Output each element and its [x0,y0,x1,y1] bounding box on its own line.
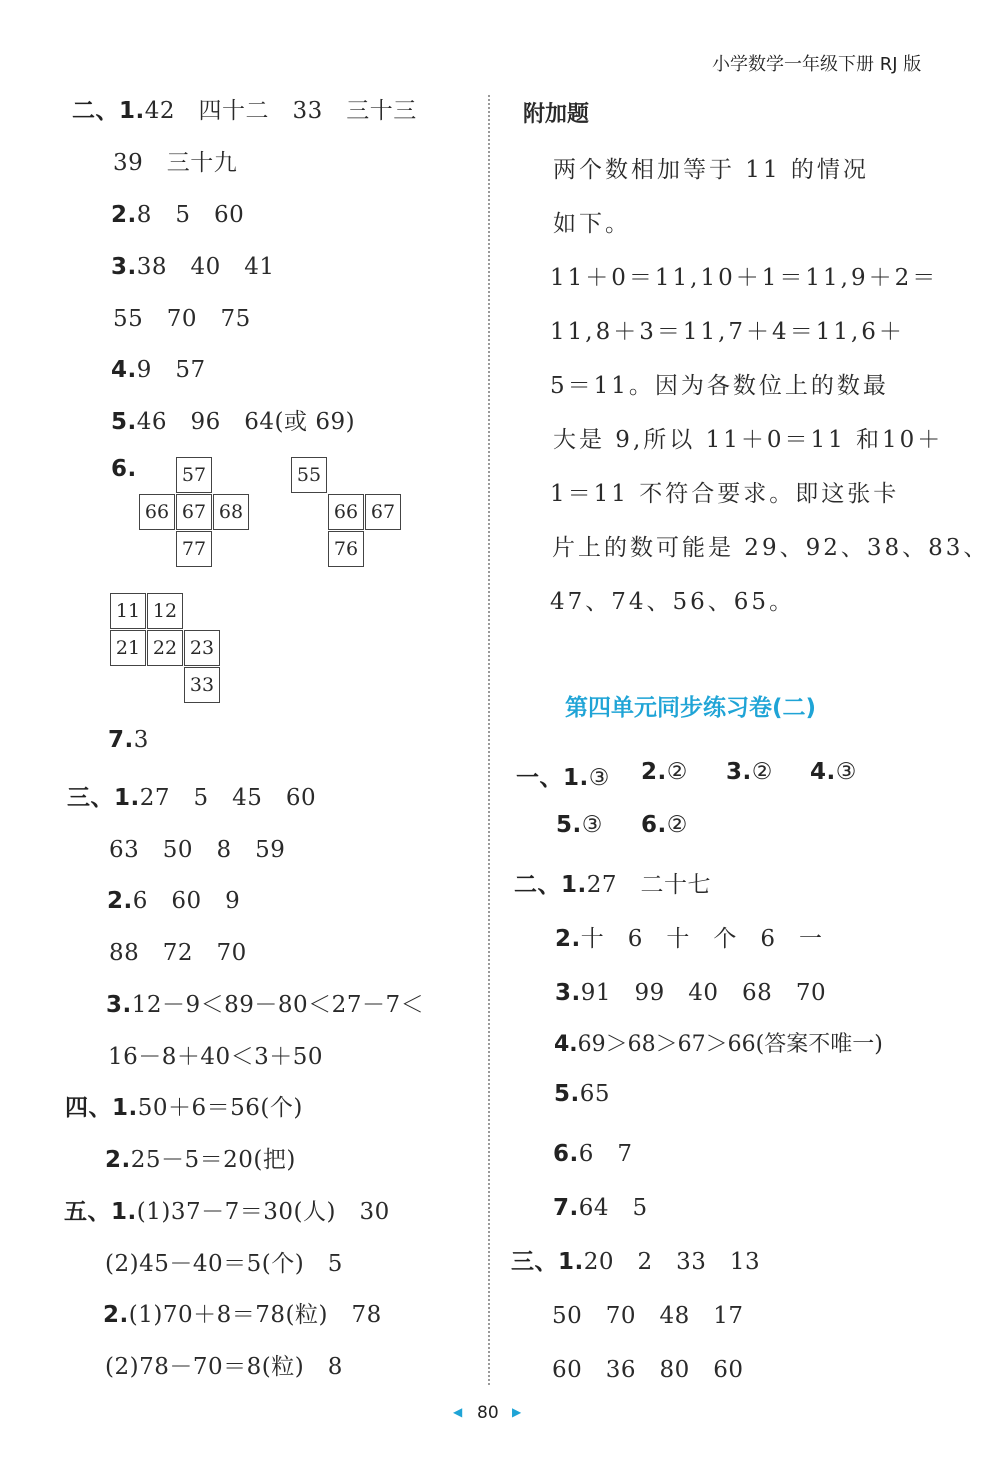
extra-line: 1＝11 不符合要求。即这张卡 [550,481,900,507]
grid-cell: 12 [147,593,183,629]
extra-line: 11＋0＝11,10＋1＝11,9＋2＝ [550,265,939,291]
s3-line2: 2.6 60 9 [107,888,241,914]
p2-line5: 5.65 [554,1081,611,1107]
p3-line1: 三、1.20 2 33 13 [511,1249,761,1275]
column-divider [488,95,490,1385]
s2-line4: 4.9 57 [111,357,206,383]
grid-cell: 66 [139,494,175,530]
p1-answer-2: 2.② [641,759,688,785]
s4-line2: 2.25－5＝20(把) [105,1147,296,1173]
prev-page-icon[interactable]: ◀ [453,1405,463,1419]
grid-cell: 33 [184,667,220,703]
grid-cell: 22 [147,630,183,666]
s4-line1: 四、1.50＋6＝56(个) [65,1095,303,1121]
extra-line: 两个数相加等于 11 的情况 [553,157,869,183]
grid-cell: 21 [110,630,146,666]
s2-line2: 2.8 5 60 [111,202,245,228]
p1-line1: 一、1.③ [516,765,610,791]
grid-cell: 76 [328,531,364,567]
s2-line7: 7.3 [108,727,149,753]
s5-line1b: (2)45－40＝5(个) 5 [105,1251,343,1277]
grid-cell: 11 [110,593,146,629]
page-number: 80 [477,1403,499,1423]
section-title: 第四单元同步练习卷(二) [565,695,817,721]
s3-line1: 三、1.27 5 45 60 [67,785,317,811]
p2-line3: 3.91 99 40 68 70 [555,980,827,1006]
s2-line6: 6. [111,456,137,482]
p2-line1: 二、1.27 二十七 [514,872,712,898]
grid-cell: 77 [176,531,212,567]
p1-answer-3: 3.② [726,759,773,785]
p2-line6: 6.6 7 [553,1141,633,1167]
grid-cell: 67 [176,494,212,530]
grid-cell: 55 [291,457,327,493]
p3-line1b: 50 70 48 17 [552,1303,744,1329]
grid-cell: 66 [328,494,364,530]
p2-line7: 7.64 5 [553,1195,648,1221]
p1-answer-4: 4.③ [810,759,857,785]
p1-answer-5: 5.③ [556,812,603,838]
next-page-icon[interactable]: ▶ [512,1405,522,1419]
s3-line2b: 88 72 70 [109,940,247,966]
s3-line3: 3.12－9＜89－80＜27－7＜ [106,992,425,1018]
s2-line3: 3.38 40 41 [111,254,275,280]
p2-line4: 4.69＞68＞67＞66(答案不唯一) [554,1032,883,1057]
p2-line2: 2.十 6 十 个 6 一 [555,926,823,952]
extra-line: 5＝11。因为各数位上的数最 [550,373,889,399]
grid-cell: 67 [365,494,401,530]
extra-line: 如下。 [553,211,631,237]
s2-line1b: 39 三十九 [113,150,238,176]
p1-answer-6: 6.② [641,812,688,838]
grid-cell: 68 [213,494,249,530]
extra-title: 附加题 [523,102,590,127]
s5-line1: 五、1.(1)37－7＝30(人) 30 [64,1199,390,1225]
s2-line5: 5.46 96 64(或 69) [111,409,356,435]
s2-line3b: 55 70 75 [113,306,251,332]
running-header: 小学数学一年级下册 RJ 版 [712,54,922,75]
p3-line1c: 60 36 80 60 [552,1357,744,1383]
extra-line: 11,8＋3＝11,7＋4＝11,6＋ [550,319,905,345]
s3-line3b: 16－8＋40＜3＋50 [108,1044,324,1070]
extra-line: 大是 9,所以 11＋0＝11 和10＋ [553,427,944,453]
s5-line2: 2.(1)70＋8＝78(粒) 78 [103,1302,382,1328]
extra-line: 47、74、56、65。 [550,589,796,615]
grid-cell: 23 [184,630,220,666]
s2-line1: 二、1.42 四十二 33 三十三 [72,98,417,124]
grid-cell: 57 [176,457,212,493]
extra-line: 片上的数可能是 29、92、38、83、 [552,535,990,561]
s3-line1b: 63 50 8 59 [109,837,286,863]
s5-line2b: (2)78－70＝8(粒) 8 [105,1354,343,1380]
